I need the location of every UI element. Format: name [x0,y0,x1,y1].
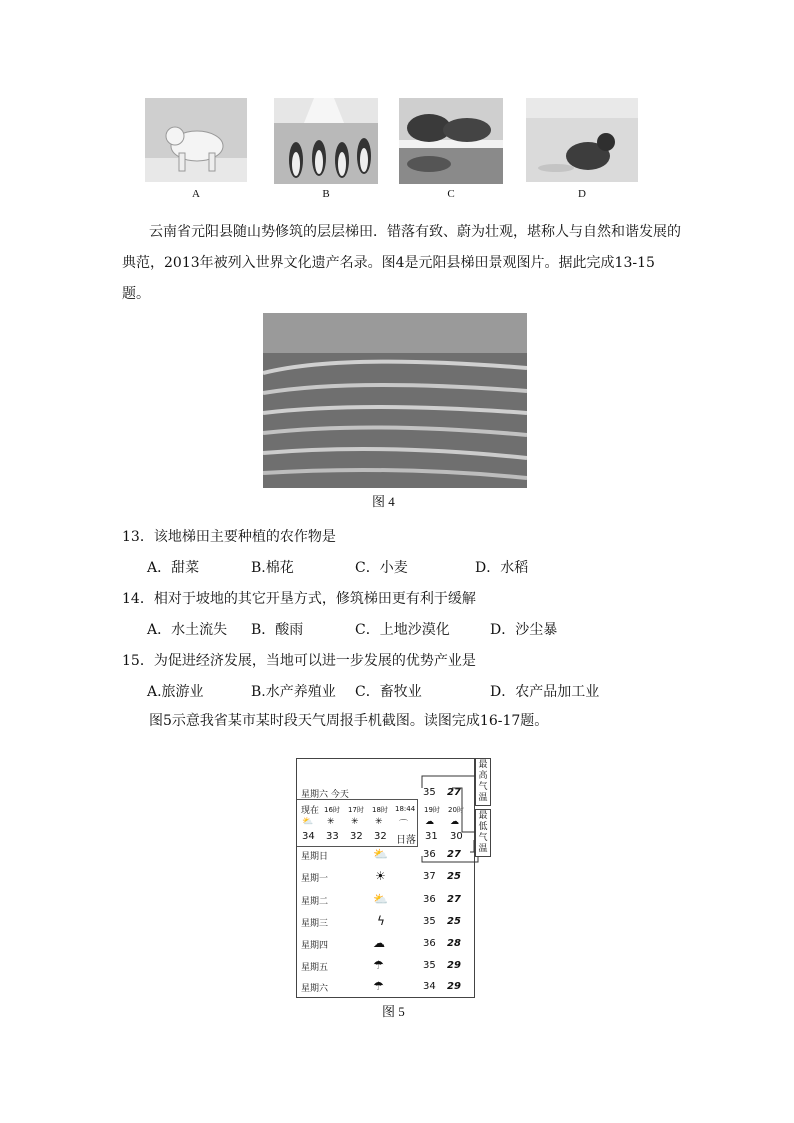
penguins-image [274,98,378,184]
day-low: 27 [447,849,461,860]
hourly-temp-20: 30 [450,831,463,842]
question-13-option-a: A．甜菜 [147,560,200,576]
hourly-time-17: 17时 [348,806,364,814]
photo-a-polar-bear [145,98,247,182]
question-15-option-b: B.水产养殖业 [251,684,336,700]
photo-d-label: D [578,188,586,200]
hourly-time-19: 19时 [424,806,440,814]
question-14-option-a: A．水土流失 [147,622,228,638]
walruses-image [399,98,503,184]
sunset-icon: ⌒ [399,820,409,830]
day-row-label: 星期日 [301,852,329,862]
hourly-time-1844: 18:44 [395,805,416,813]
question-15-option-a: A.旅游业 [147,684,204,700]
sun-cloud-icon: ⛅ [373,847,388,861]
question-15-option-d: D．农产品加工业 [490,684,600,700]
day-high: 34 [423,981,436,992]
hourly-time-now: 现在 [301,806,320,816]
day-row-label: 星期二 [301,897,329,907]
sun-icon: ✳ [375,817,383,827]
figure4-caption: 图 4 [372,494,395,509]
hourly-time-16: 16时 [324,806,340,814]
hourly-temp-18: 32 [374,831,387,842]
hourly-time-20: 20时 [448,806,464,814]
photo-b-label: B [322,188,330,200]
photo-c-walruses [399,98,503,184]
question-14-option-b: B．酸雨 [251,622,304,638]
sun-cloud-icon: ⛅ [373,892,388,906]
rain-icon: ☂ [373,958,384,972]
question-13-option-c: C．小麦 [355,560,408,576]
day-row-label: 星期六 [301,984,329,994]
question-15-option-c: C．畜牧业 [355,684,422,700]
label-lowest-temperature: 最低气温 [475,809,491,857]
cloud-icon: ☁ [373,936,385,950]
question-13-stem: 13．该地梯田主要种植的农作物是 [122,529,336,545]
day-low: 25 [447,871,461,882]
cloud-icon: ☁ [450,817,459,827]
question-14-option-c: C．上地沙漠化 [355,622,450,638]
day-row-label: 星期四 [301,941,329,951]
photo-c-label: C [447,188,455,200]
day-high: 37 [423,871,436,882]
day-row-label: 星期一 [301,874,329,884]
day-low: 29 [447,981,461,992]
day-low: 27 [447,894,461,905]
sun-icon: ☀ [375,869,386,883]
terrace-image [263,313,527,488]
day-high: 35 [423,960,436,971]
sun-cloud-icon: ⛅ [302,817,314,827]
hourly-temp-19: 31 [425,831,438,842]
weather-header-high: 35 [423,787,436,798]
day-low: 28 [447,938,461,949]
rain-icon: ☂ [373,979,384,993]
hourly-temp-now: 34 [302,831,315,842]
photo-d-seal [526,98,638,182]
seal-image [526,98,638,182]
day-high: 36 [423,894,436,905]
day-row-label: 星期三 [301,919,329,929]
day-low: 25 [447,916,461,927]
hourly-temp-16: 33 [326,831,339,842]
weather-header-low: 27 [447,787,461,798]
hourly-time-18: 18时 [372,806,388,814]
sun-icon: ✳ [327,817,335,827]
hourly-temp-17: 32 [350,831,363,842]
polar-bear-image [145,98,247,182]
question-13-option-b: B.棉花 [251,560,294,576]
question-14-stem: 14．相对于坡地的其它开垦方式，修筑梯田更有利于缓解 [122,591,476,607]
day-high: 36 [423,849,436,860]
label-highest-temperature: 最高气温 [475,758,491,806]
sun-icon: ✳ [351,817,359,827]
photo-b-penguins [274,98,378,184]
day-high: 36 [423,938,436,949]
question-14-option-d: D．沙尘暴 [490,622,558,638]
intro-paragraph-terraces: 云南省元阳县随山势修筑的层层梯田．错落有致、蔚为壮观，堪称人与自然和谐发展的典范，2013年被列入世界文化遗产名录。图4是元阳县梯田景观图片。据此完成13-15题。 [122,224,681,302]
figure4-terrace-photo [263,313,527,488]
weather-header-day: 星期六 今天 [301,790,349,800]
question-13-option-d: D．水稻 [475,560,529,576]
figure5-caption: 图 5 [382,1004,405,1019]
day-row-label: 星期五 [301,963,329,973]
intro-paragraph-weather: 图5示意我省某市某时段天气周报手机截图。读图完成16-17题。 [149,713,549,729]
cloud-icon: ☁ [425,817,434,827]
lightning-icon: ϟ [377,914,385,928]
question-15-stem: 15．为促进经济发展，当地可以进一步发展的优势产业是 [122,653,476,669]
hourly-sunset: 日落 [396,835,416,846]
photo-a-label: A [192,188,200,200]
day-low: 29 [447,960,461,971]
day-high: 35 [423,916,436,927]
